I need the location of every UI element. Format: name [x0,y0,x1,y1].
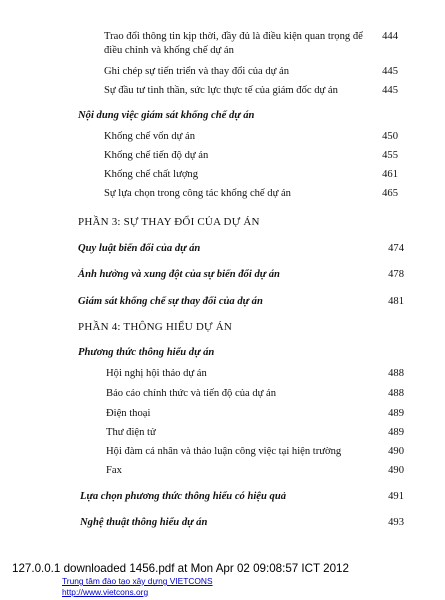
toc-page-number: 444 [382,31,398,42]
toc-page-number: 490 [388,465,404,476]
toc-entry-text-continued: điều chỉnh và khống chế dự án [104,45,234,56]
toc-page-number: 490 [388,446,404,457]
toc-page-number: 450 [382,131,398,142]
toc-part-heading-text: PHẦN 4: THÔNG HIỂU DỰ ÁN [78,321,232,333]
toc-entry-text: Sự lựa chọn trong công tác khống chế dự án [104,188,291,199]
toc-entry-text: Hội nghị hội thảo dự án [106,368,207,379]
toc-page-number: 445 [382,66,398,77]
toc-entry-text: Giám sát khống chế sự thay đổi của dự án [78,296,263,307]
toc-part-heading-text: PHẦN 3: SỰ THAY ĐỔI CỦA DỰ ÁN [78,216,260,228]
toc-page-number: 465 [382,188,398,199]
toc-entry-text: Ghi chép sự tiến triển và thay đổi của dự án [104,66,290,77]
toc-page-number: 493 [388,517,404,528]
toc-entry-text: Nghệ thuật thông hiểu dự án [80,517,208,528]
toc-page-number: 461 [382,169,398,180]
vietcons-website-link[interactable]: http://www.vietcons.org [62,587,149,597]
toc-entry-text: Ảnh hưởng và xung đột của sự biến đổi dự án [78,269,280,280]
toc-entry-text: Khống chế vốn dự án [104,131,196,142]
toc-section-heading-text: Phương thức thông hiểu dự án [78,347,215,358]
toc-entry-text: Điện thoại [106,408,151,419]
toc-entry-text: Lựa chọn phương thức thông hiểu có hiệu quả [80,491,287,502]
toc-page-number: 445 [382,85,398,96]
toc-entry-text: Fax [106,465,122,476]
toc-page-number: 481 [388,296,404,307]
toc-entry-text: Hội đàm cá nhân và thảo luận công việc tại hiện trường [106,446,342,457]
toc-page-number: 488 [388,368,404,379]
toc-page-number: 491 [388,491,404,502]
toc-entry-text: Thư điện tử [106,427,156,438]
toc-page-number: 478 [388,269,404,280]
toc-entry-text: Khống chế chất lượng [104,169,199,180]
toc-page-number: 489 [388,427,404,438]
toc-section-heading-text: Nội dung việc giám sát khống chế dự án [78,110,255,121]
toc-entry-text: Trao đổi thông tin kịp thời, đầy đủ là điều kiện quan trọng để [104,31,363,42]
toc-entry-text: Sự đầu tư tinh thần, sức lực thực tế của giám đốc dự án [104,85,338,96]
toc-entry-text: Quy luật biến đổi của dự án [78,243,201,254]
toc-page-number: 474 [388,243,404,254]
vietcons-center-link[interactable]: Trung tâm đào tạo xây dựng VIETCONS [62,576,213,586]
toc-page-number: 489 [388,408,404,419]
toc-entry-text: Khống chế tiến độ dự án [104,150,209,161]
download-stamp: 127.0.0.1 downloaded 1456.pdf at Mon Apr 02 09:08:57 ICT 2012 [12,562,349,575]
toc-page-number: 488 [388,388,404,399]
toc-entry-text: Báo cáo chính thức và tiến độ của dự án [106,388,277,399]
toc-page-number: 455 [382,150,398,161]
